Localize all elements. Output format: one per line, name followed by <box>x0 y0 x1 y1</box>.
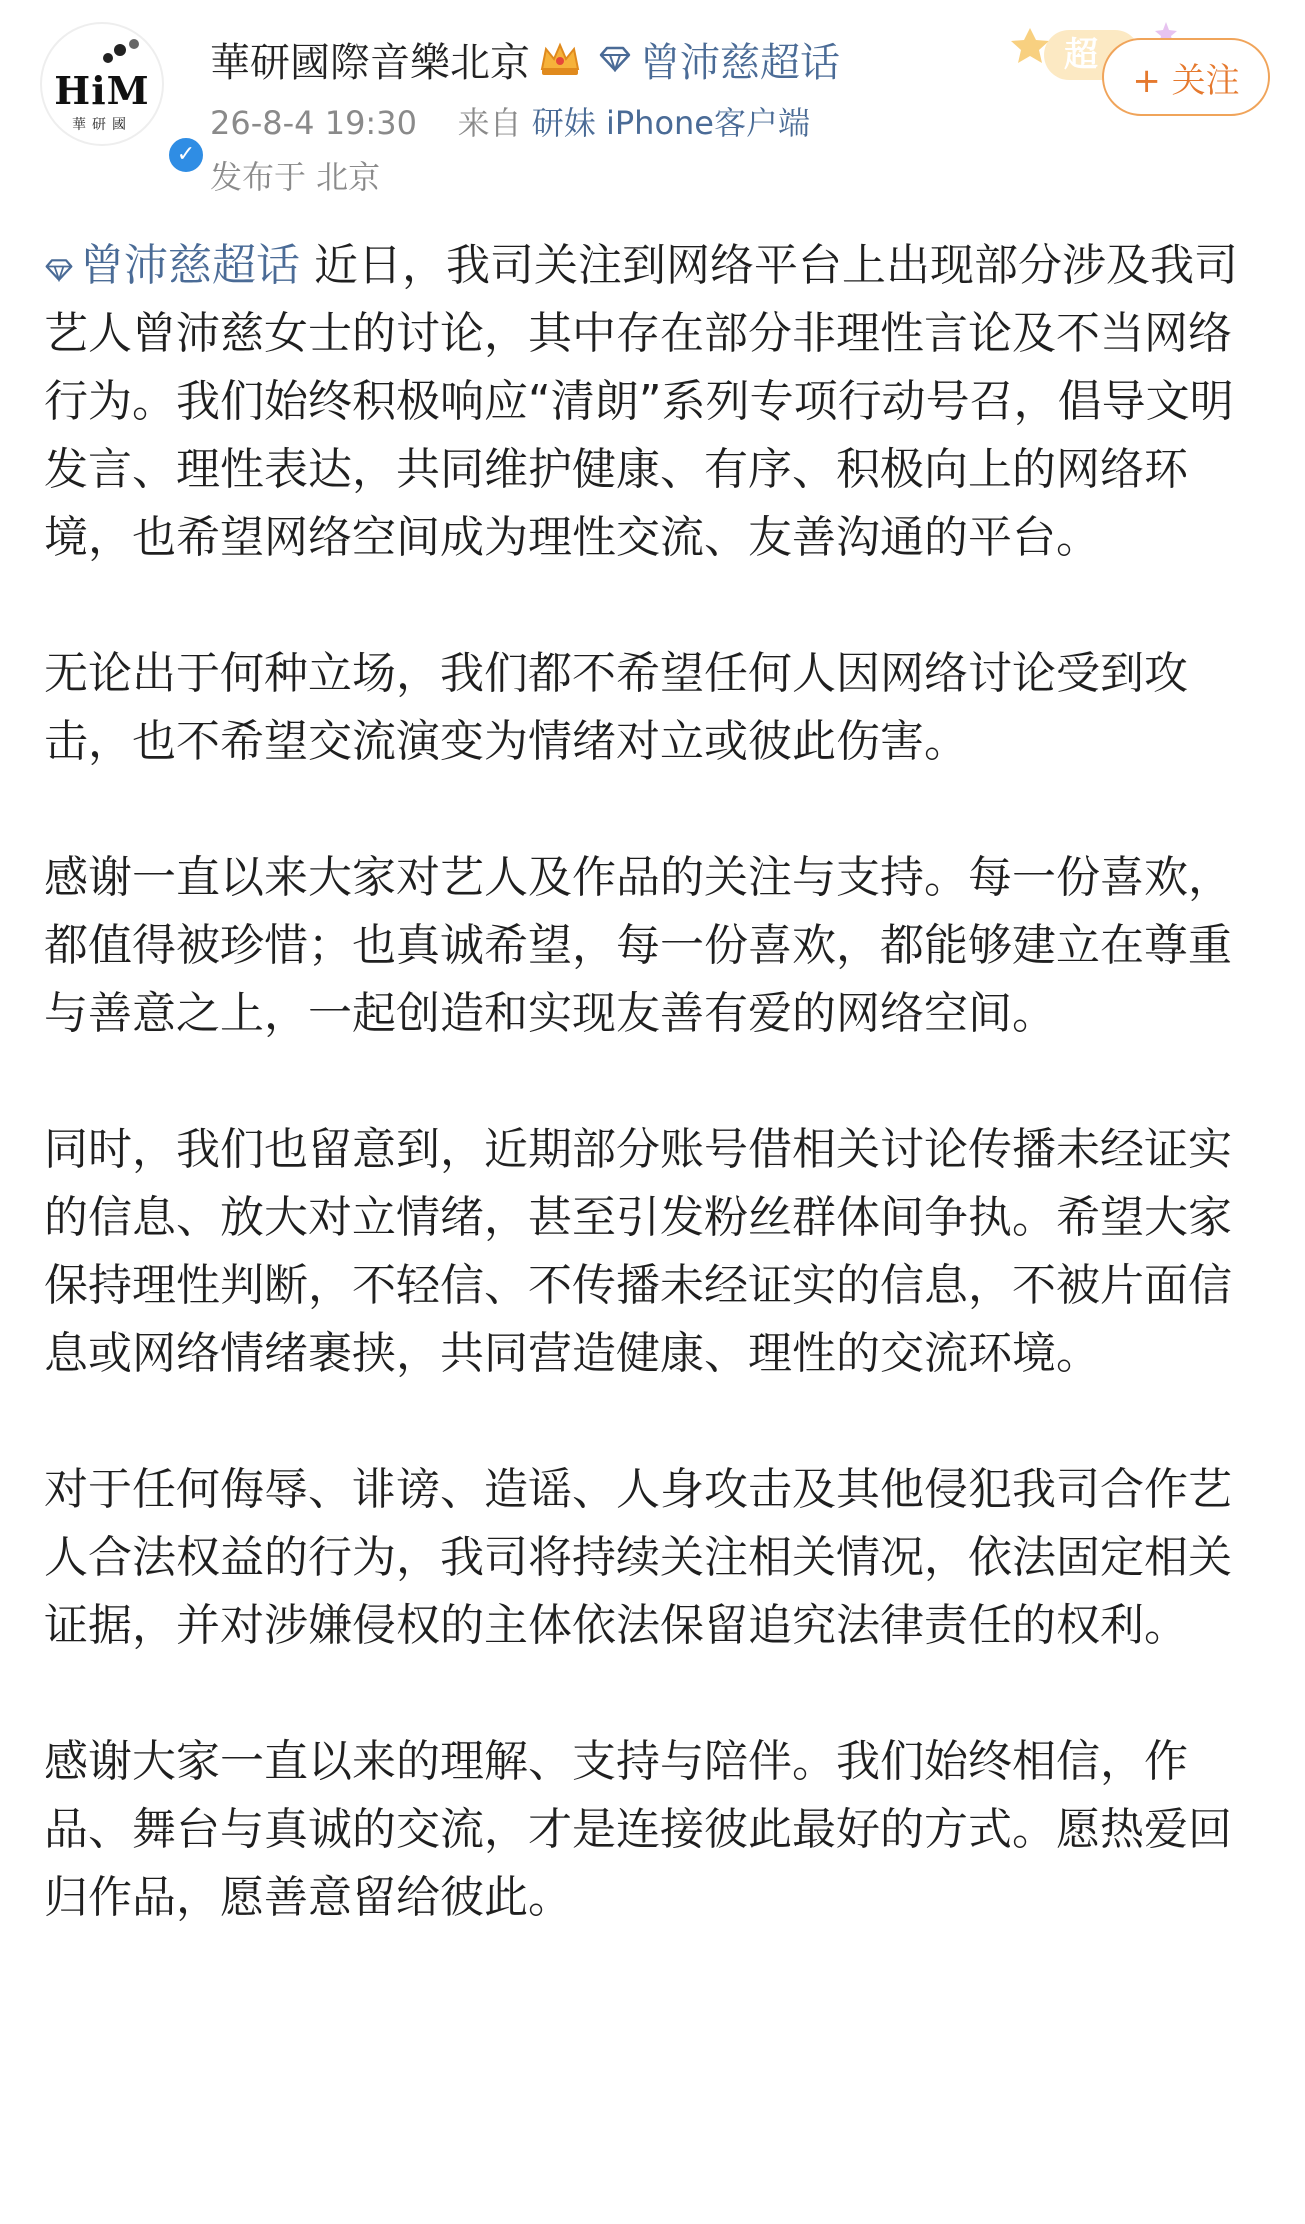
post-timestamp: 26-8-4 19:30 <box>210 104 417 142</box>
post-paragraph: 同时，我们也留意到，近期部分账号借相关讨论传播未经证实的信息、放大对立情绪，甚至引发粉丝群体间争执。希望大家保持理性判断，不轻信、不传播未经证实的信息，不被片面信息或网络情绪裹挟，共同营造健康、理性的交流环境。 <box>44 1124 1232 1379</box>
post-meta <box>210 98 810 144</box>
avatar-logo: HiM <box>54 68 150 113</box>
account-name[interactable]: 華研國際音樂北京 <box>210 39 530 86</box>
post-header <box>0 0 1305 200</box>
source-client-link[interactable]: 研妹 iPhone客户端 <box>531 104 810 142</box>
diamond-icon <box>598 46 632 72</box>
avatar-subtitle: 華研國 <box>72 117 132 133</box>
follow-button[interactable]: + 关注 <box>1102 38 1270 116</box>
crown-icon[interactable] <box>538 39 582 79</box>
paragraph-text: 近日，我司关注到网络平台上出现部分涉及我司艺人曾沛慈女士的讨论，其中存在部分非理性言论及不当网络行为。我们始终积极响应“清朗”系列专项行动号召，倡导文明发言、理性表达，共同维护健康、有序、积极向上的网络环境，也希望网络空间成为理性交流、友善沟通的平台。 <box>44 240 1238 563</box>
source-prefix: 来自 <box>457 104 522 142</box>
post-paragraph: 无论出于何种立场，我们都不希望任何人因网络讨论受到攻击，也不希望交流演变为情绪对立或彼此伤害。 <box>44 648 1188 767</box>
post-paragraph <box>44 232 1264 572</box>
post-body <box>44 232 1264 2000</box>
avatar[interactable] <box>40 22 196 167</box>
diamond-icon <box>44 258 74 282</box>
post-paragraph: 对于任何侮辱、诽谤、造谣、人身攻击及其他侵犯我司合作艺人合法权益的行为，我司将持续关注相关情况，依法固定相关证据，并对涉嫌侵权的主体依法保留追究法律责任的权利。 <box>44 1464 1232 1651</box>
verified-badge-icon: ✓ <box>166 135 206 175</box>
post-paragraph: 感谢大家一直以来的理解、支持与陪伴。我们始终相信，作品、舞台与真诚的交流，才是连接彼此最好的方式。愿热爱回归作品，愿善意留给彼此。 <box>44 1736 1232 1923</box>
logo-dots-icon <box>102 38 142 64</box>
supertopic-link[interactable] <box>598 31 840 88</box>
super-badge-text: 超 <box>1064 35 1098 75</box>
post-paragraph: 感谢一直以来大家对艺人及作品的关注与支持。每一份喜欢，都值得被珍惜；也真诚希望，每一份喜欢，都能够建立在尊重与善意之上，一起创造和实现友善有爱的网络空间。 <box>44 852 1232 1039</box>
inline-supertopic-label: 曾沛慈超话 <box>80 240 300 291</box>
post-location: 发布于 北京 <box>210 158 381 196</box>
supertopic-label: 曾沛慈超话 <box>640 39 840 86</box>
inline-supertopic-link[interactable] <box>44 240 300 291</box>
name-row <box>210 32 840 86</box>
